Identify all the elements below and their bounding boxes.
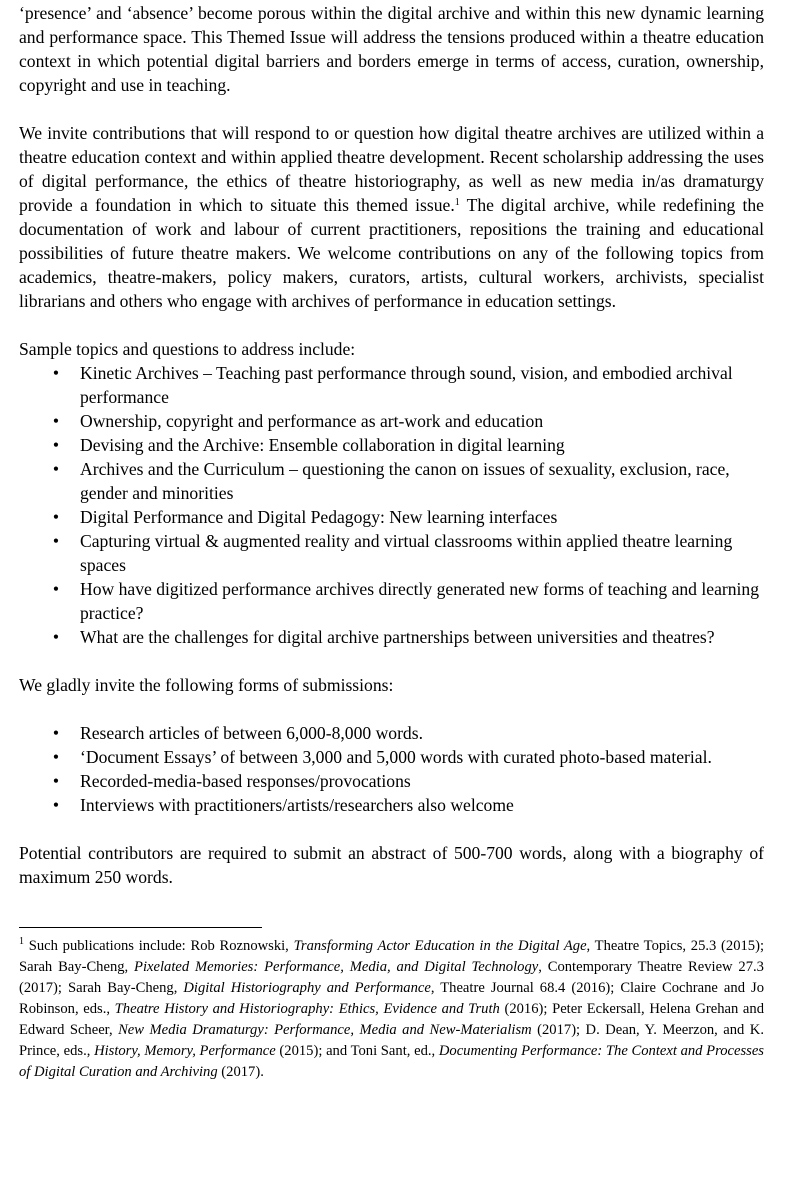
- footnote-text: , Theatre Topics, 25.3 (2015); Sarah Bay-Cheng,: [19, 938, 764, 975]
- topic-item: [19, 361, 764, 409]
- topic-text: Digital Performance and Digital Pedagogy: New learning interfaces: [80, 507, 558, 527]
- bullet-icon: •: [52, 771, 60, 791]
- intro-paragraph: ‘presence’ and ‘absence’ become porous within the digital archive and within this new dynamic learning and performance space. This Themed Issue will address the tensions produced within a theatre education context in which potential digital barriers and borders emerge in terms of access, curation, ownership, copyright and use in teaching.: [19, 3, 764, 95]
- footnote-text: , Theatre Journal 68.4 (2016); Claire Cochrane and Jo Robinson, eds.,: [19, 980, 764, 1017]
- footnote-text: , Contemporary Theatre Review 27.3 (2017); Sarah Bay-Cheng,: [19, 959, 764, 996]
- footnote-title: Digital Historiography and Performance: [183, 980, 431, 996]
- bullet-icon: •: [52, 747, 60, 767]
- topics-list: [19, 361, 764, 649]
- footnote-text: (2016); Peter Eckersall, Helena Grehan and Edward Scheer,: [19, 1001, 764, 1038]
- footnote-text: Such publications include: Rob Roznowski,: [24, 938, 294, 954]
- submission-text: Recorded-media-based responses/provocations: [80, 771, 411, 791]
- topic-item: [19, 409, 764, 433]
- topic-text: Kinetic Archives – Teaching past performance through sound, vision, and embodied archival performance: [80, 363, 733, 407]
- footnote-title: Transforming Actor Education in the Digital Age: [293, 938, 587, 954]
- invite-text-after-note: The digital archive, while redefining the documentation of work and labour of current practitioners, repositions the training and educational possibilities of future theatre makers. We welcome contributions on any of the following topics from academics, theatre-makers, policy makers, curators, artists, cultural workers, archivists, specialist librarians and others who engage with archives of performance in education settings.: [19, 195, 764, 311]
- footnote-title: History, Memory, Performance: [94, 1043, 276, 1059]
- bullet-icon: •: [52, 363, 60, 383]
- footnote-text: (2017); D. Dean, Y. Meerzon, and K. Prince, eds.,: [19, 1022, 764, 1059]
- submission-item: [19, 745, 764, 769]
- topics-heading: Sample topics and questions to address include:: [19, 339, 356, 359]
- topic-text: Devising and the Archive: Ensemble collaboration in digital learning: [80, 435, 565, 455]
- topic-text: Archives and the Curriculum – questioning the canon on issues of sexuality, exclusion, race, gender and minorities: [80, 459, 730, 503]
- bullet-icon: •: [52, 435, 60, 455]
- footnote-title: Theatre History and Historiography: Ethics, Evidence and Truth: [114, 1001, 500, 1017]
- bullet-icon: •: [52, 411, 60, 431]
- footnote-title: Documenting Performance: The Context and Processes of Digital Curation and Archiving: [19, 1043, 764, 1080]
- topic-item: [19, 577, 764, 625]
- document-page: [19, 0, 764, 1083]
- submission-item: [19, 721, 764, 745]
- topic-text: What are the challenges for digital archive partnerships between universities and theatres?: [80, 627, 715, 647]
- bullet-icon: •: [52, 795, 60, 815]
- footnote-text: (2017).: [217, 1064, 264, 1080]
- footnote-marker: 1: [19, 936, 24, 947]
- submissions-list: [19, 721, 764, 817]
- topic-item: [19, 433, 764, 457]
- submission-item: [19, 769, 764, 793]
- footnote-title: New Media Dramaturgy: Performance, Media and New-Materialism: [118, 1022, 532, 1038]
- submission-text: ‘Document Essays’ of between 3,000 and 5,000 words with curated photo-based material.: [80, 747, 712, 767]
- bullet-icon: •: [52, 723, 60, 743]
- submission-text: Research articles of between 6,000-8,000 words.: [80, 723, 423, 743]
- footnote-title: Pixelated Memories: Performance, Media, and Digital Technology: [134, 959, 539, 975]
- topic-text: Ownership, copyright and performance as art-work and education: [80, 411, 544, 431]
- bullet-icon: •: [52, 531, 60, 551]
- invite-paragraph: [19, 121, 764, 313]
- bullet-icon: •: [52, 579, 60, 599]
- bullet-icon: •: [52, 627, 60, 647]
- closing-paragraph: Potential contributors are required to submit an abstract of 500-700 words, along with a biography of maximum 250 words.: [19, 843, 764, 887]
- topic-item: [19, 529, 764, 577]
- submission-item: [19, 793, 764, 817]
- topic-item: [19, 457, 764, 505]
- topic-item: [19, 505, 764, 529]
- submissions-heading: We gladly invite the following forms of submissions:: [19, 675, 394, 695]
- bullet-icon: •: [52, 459, 60, 479]
- footnote-text: (2015); and Toni Sant, ed.,: [275, 1043, 439, 1059]
- footnote-reference[interactable]: 1: [454, 197, 460, 208]
- footnote: [19, 936, 764, 1083]
- topic-text: How have digitized performance archives directly generated new forms of teaching and learning practice?: [80, 579, 760, 623]
- submission-text: Interviews with practitioners/artists/researchers also welcome: [80, 795, 514, 815]
- invite-text-before-note: We invite contributions that will respond to or question how digital theatre archives are utilized within a theatre education context and within applied theatre development. Recent scholarship addressing the uses of digital performance, the ethics of theatre historiography, as well as new media in/as dramaturgy provide a foundation in which to situate this themed issue.: [19, 123, 764, 215]
- bullet-icon: •: [52, 507, 60, 527]
- topic-item: [19, 625, 764, 649]
- topic-text: Capturing virtual & augmented reality and virtual classrooms within applied theatre learning spaces: [80, 531, 733, 575]
